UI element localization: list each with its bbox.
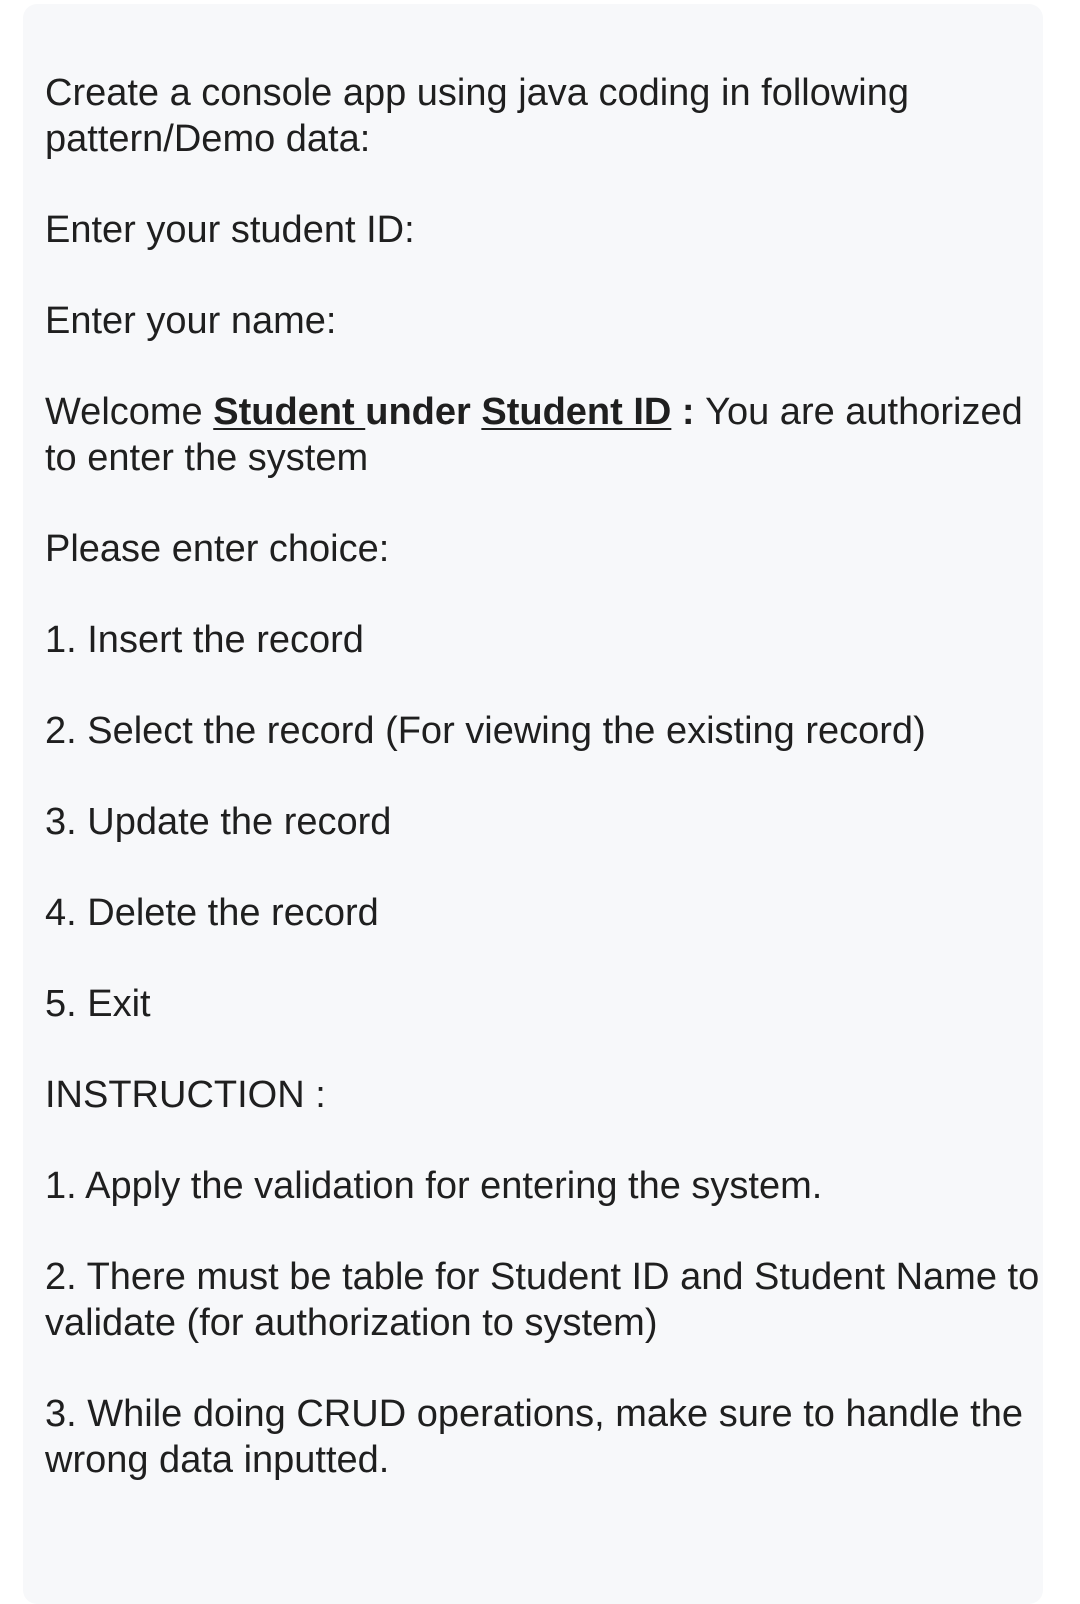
menu-item-select: 2. Select the record (For viewing the existing record)	[45, 710, 926, 752]
instruction-item: 2. There must be table for Student ID and Student Name to validate (for authorization to system)	[45, 1256, 1040, 1344]
menu-item-delete: 4. Delete the record	[45, 892, 379, 934]
instruction-item: 3. While doing CRUD operations, make sure to handle the wrong data inputted.	[45, 1393, 1023, 1481]
welcome-space	[471, 391, 482, 433]
prompt-name: Enter your name:	[45, 300, 337, 342]
welcome-student: Student	[213, 391, 366, 433]
welcome-prefix: Welcome	[45, 391, 214, 433]
welcome-suffix: You are authorized to enter the system	[45, 391, 1023, 479]
choice-prompt: Please enter choice:	[45, 528, 390, 570]
prompt-student-id: Enter your student ID:	[45, 209, 415, 251]
menu-item-insert: 1. Insert the record	[45, 619, 364, 661]
message-text	[45, 70, 1045, 1483]
instruction-heading: INSTRUCTION :	[45, 1074, 326, 1116]
welcome-line	[45, 389, 1045, 481]
instruction-item: 1. Apply the validation for entering the system.	[45, 1165, 823, 1207]
welcome-colon: :	[671, 391, 706, 433]
welcome-student-id: Student ID	[481, 391, 672, 433]
menu-item-exit: 5. Exit	[45, 983, 151, 1025]
welcome-under: under	[365, 391, 471, 433]
intro-text: Create a console app using java coding in following pattern/Demo data:	[45, 72, 909, 160]
menu-item-update: 3. Update the record	[45, 801, 392, 843]
